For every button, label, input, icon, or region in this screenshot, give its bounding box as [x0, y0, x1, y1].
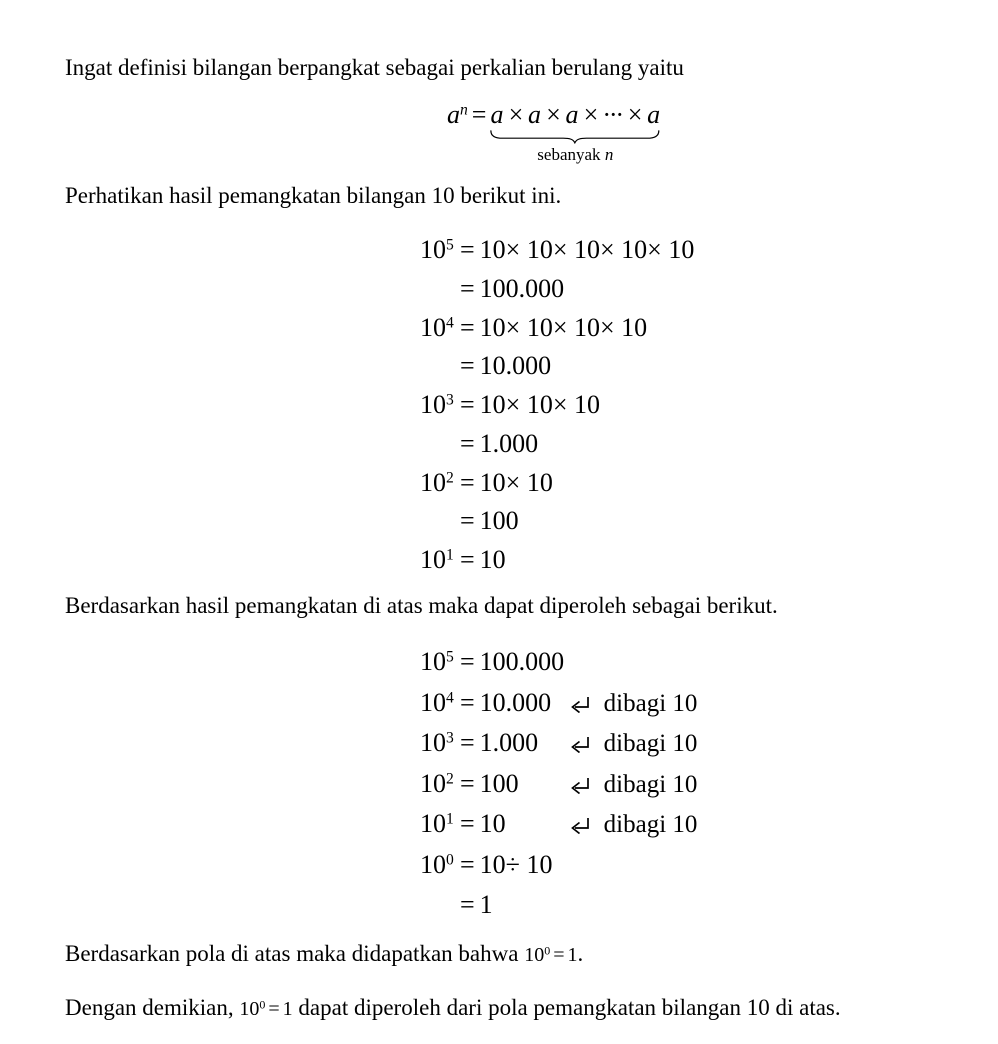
- equation-equals: =: [460, 768, 475, 798]
- equation-lhs-base: 10: [420, 849, 446, 879]
- equation-equals: =: [460, 312, 475, 342]
- paragraph-derive-pattern: Berdasarkan hasil pemangkatan di atas maka dapat diperoleh sebagai berikut.: [65, 593, 778, 618]
- equation-lhs-base: 10: [420, 687, 446, 717]
- equation-row: [420, 723, 697, 764]
- equation-rhs: 10: [479, 545, 506, 574]
- paragraph-observe-powers: Perhatikan hasil pemangkatan bilangan 10 berikut ini.: [65, 183, 562, 208]
- return-arrow-icon: [568, 696, 591, 713]
- paragraph-conclusion-pattern: [65, 939, 583, 970]
- equation-lhs-base: 10: [420, 809, 446, 838]
- inline-math-ten-power-zero: [239, 998, 292, 1020]
- equation-row: [420, 309, 694, 348]
- division-note: [568, 805, 698, 846]
- brace-label-var: n: [604, 145, 614, 164]
- equation-equals: =: [460, 390, 475, 419]
- equation-rhs: 10: [479, 809, 506, 838]
- paragraph-intro-definition: Ingat definisi bilangan berpangkat sebagai perkalian berulang yaitu: [65, 55, 684, 80]
- equation-equals: =: [460, 351, 475, 381]
- formula-exponent: n: [460, 101, 468, 119]
- equation-lhs-base: 10: [420, 728, 446, 757]
- equation-exponent: 1: [446, 810, 454, 828]
- equation-equals: =: [460, 428, 475, 458]
- formula-equals: =: [471, 100, 487, 129]
- equation-rhs: 100.000: [479, 273, 565, 303]
- conclusion1-suffix: .: [577, 941, 584, 966]
- equation-row: [420, 642, 697, 683]
- underbrace-icon: [490, 130, 660, 144]
- formula-lhs-base: a: [447, 100, 460, 129]
- inline-math-value: 1: [567, 944, 578, 966]
- equation-row: [420, 464, 694, 503]
- equation-equals: =: [460, 235, 475, 264]
- equation-exponent: 4: [446, 313, 454, 331]
- definition-formula: [447, 99, 661, 164]
- equation-equals: =: [460, 467, 475, 497]
- equation-rhs: 1: [479, 890, 493, 919]
- inline-math-base: 10: [239, 998, 260, 1020]
- equation-equals: =: [460, 273, 475, 303]
- inline-math-exponent: 0: [544, 943, 551, 958]
- brace-label-text: sebanyak: [537, 145, 605, 164]
- equation-equals: =: [460, 849, 475, 879]
- equation-rhs: 10.000: [479, 687, 552, 717]
- equation-row: [420, 764, 697, 805]
- equation-lhs-base: 10: [420, 647, 446, 676]
- equation-row: [420, 386, 694, 425]
- division-note-text: dibagi 10: [603, 811, 698, 838]
- equation-row: [420, 804, 697, 845]
- inline-math-ten-power-zero: [524, 944, 577, 966]
- division-note-text: dibagi 10: [603, 770, 698, 798]
- inline-math-base: 10: [524, 944, 545, 966]
- equation-rhs: 10× 10× 10× 10: [479, 312, 648, 342]
- equation-rhs: 10× 10× 10: [479, 390, 600, 419]
- equation-exponent: 5: [446, 648, 454, 666]
- equation-exponent: 4: [446, 688, 454, 706]
- equation-row: [420, 845, 697, 886]
- paragraph-conclusion-final: [65, 993, 841, 1024]
- division-note: [568, 684, 698, 725]
- equation-rhs: 1.000: [479, 728, 539, 757]
- equation-rhs: 100: [479, 768, 519, 798]
- power-equations-block: [420, 231, 694, 580]
- equation-exponent: 3: [446, 729, 454, 747]
- conclusion2-suffix: dapat diperoleh dari pola pemangkatan bilangan 10 di atas.: [292, 995, 841, 1020]
- return-arrow-icon: [568, 817, 591, 834]
- equation-lhs-base: 10: [420, 235, 446, 264]
- equation-row: [420, 270, 694, 309]
- equation-rhs: 10.000: [479, 351, 552, 381]
- equation-lhs-base: 10: [420, 467, 446, 497]
- equation-lhs-base: 10: [420, 390, 446, 419]
- equation-equals: =: [460, 545, 475, 574]
- equation-row: [420, 683, 697, 724]
- equation-rhs: 1.000: [479, 428, 539, 458]
- equation-row: [420, 231, 694, 270]
- equation-row: [420, 541, 694, 580]
- equation-rhs: 10÷ 10: [479, 849, 553, 879]
- division-note-text: dibagi 10: [603, 689, 698, 717]
- division-note: [568, 765, 698, 806]
- formula-rhs: a × a × a × ··· × a: [490, 100, 661, 129]
- equation-row: [420, 425, 694, 464]
- conclusion2-prefix: Dengan demikian,: [65, 995, 240, 1020]
- equation-rhs: 10× 10× 10× 10× 10: [479, 235, 695, 264]
- equation-lhs-base: 10: [420, 545, 446, 574]
- equation-row: [420, 885, 697, 926]
- equation-exponent: 5: [446, 236, 454, 254]
- equation-equals: =: [460, 809, 475, 838]
- equation-lhs-base: 10: [420, 768, 446, 798]
- inline-math-value: 1: [282, 998, 293, 1020]
- division-note: [568, 724, 698, 765]
- equation-exponent: 2: [446, 468, 454, 486]
- equation-lhs-base: 10: [420, 312, 446, 342]
- pattern-equations-block: [420, 642, 697, 926]
- division-note-text: dibagi 10: [603, 730, 698, 757]
- inline-math-equals: =: [268, 998, 280, 1020]
- formula-braced-group: [490, 99, 661, 164]
- brace-label: [490, 145, 660, 165]
- equation-exponent: 1: [446, 546, 454, 564]
- return-arrow-icon: [568, 777, 591, 794]
- equation-rhs: 10× 10: [479, 467, 553, 497]
- inline-math-exponent: 0: [259, 997, 266, 1012]
- conclusion1-prefix: Berdasarkan pola di atas maka didapatkan bahwa: [65, 941, 525, 966]
- equation-rhs: 100: [479, 506, 519, 536]
- equation-equals: =: [460, 890, 475, 919]
- equation-row: [420, 347, 694, 386]
- equation-equals: =: [460, 506, 475, 536]
- equation-equals: =: [460, 728, 475, 757]
- equation-row: [420, 502, 694, 541]
- equation-rhs: 100.000: [479, 647, 565, 676]
- equation-exponent: 0: [446, 850, 454, 868]
- equation-exponent: 3: [446, 391, 454, 409]
- inline-math-equals: =: [553, 944, 565, 966]
- equation-equals: =: [460, 687, 475, 717]
- return-arrow-icon: [568, 736, 591, 753]
- equation-equals: =: [460, 647, 475, 676]
- equation-exponent: 2: [446, 769, 454, 787]
